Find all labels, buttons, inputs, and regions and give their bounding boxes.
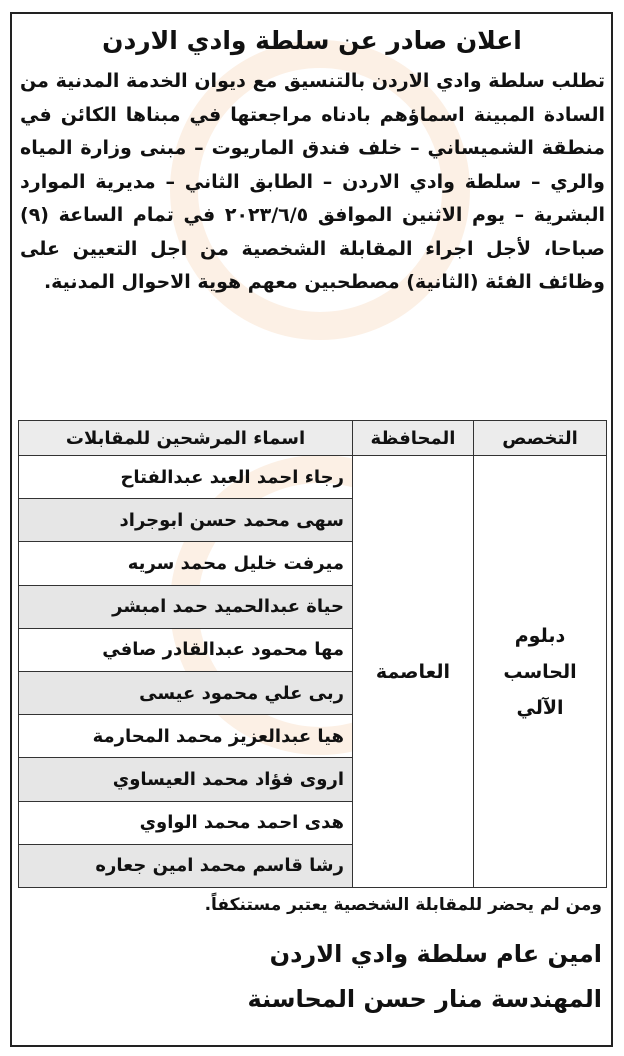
header-names: اسماء المرشحين للمقابلات: [19, 421, 353, 456]
candidate-name: سهى محمد حسن ابوجراد: [19, 499, 353, 542]
absence-note: ومن لم يحضر للمقابلة الشخصية يعتبر مستنكفاً.: [204, 895, 602, 915]
governorate-cell: العاصمة: [353, 456, 474, 888]
signatory-title: امين عام سلطة وادي الاردن: [269, 940, 602, 968]
candidate-name: ميرفت خليل محمد سريه: [19, 542, 353, 585]
table-header-row: [19, 421, 607, 456]
signatory-name: المهندسة منار حسن المحاسنة: [247, 985, 602, 1013]
specialty-cell: دبلوم الحاسب الآلي: [474, 456, 607, 888]
announcement-body: تطلب سلطة وادي الاردن بالتنسيق مع ديوان الخدمة المدنية من السادة المبينة اسماؤهم بادناه مراجعتها في مبناها الكائن في منطقة الشميساني – خلف فندق الماريوت – مبنى وزارة المياه والري – سلطة وادي الاردن – الطابق الثاني – مديرية الموارد البشرية – يوم الاثنين الموافق ٢٠٢٣/٦/٥ في تمام الساعة (٩) صباحا، لأجل اجراء المقابلة الشخصية من اجل التعيين على وظائف الفئة (الثانية) مصطحبين معهم هوية الاحوال المدنية.: [20, 70, 606, 293]
header-governorate: المحافظة: [353, 421, 474, 456]
candidate-name: هدى احمد محمد الواوي: [19, 801, 353, 844]
candidate-name: حياة عبدالحميد حمد امبشر: [19, 585, 353, 628]
candidate-name: ربى علي محمود عيسى: [19, 671, 353, 714]
candidate-name: اروى فؤاد محمد العيساوي: [19, 758, 353, 801]
table-row: [19, 456, 607, 499]
candidate-name: مها محمود عبدالقادر صافي: [19, 628, 353, 671]
announcement-title: اعلان صادر عن سلطة وادي الاردن: [102, 26, 522, 55]
header-specialty: التخصص: [474, 421, 607, 456]
candidate-name: رجاء احمد العبد عبدالفتاح: [19, 456, 353, 499]
candidate-name: رشا قاسم محمد امين جعاره: [19, 844, 353, 887]
candidates-table: [18, 420, 607, 888]
candidate-name: هيا عبدالعزيز محمد المحارمة: [19, 715, 353, 758]
